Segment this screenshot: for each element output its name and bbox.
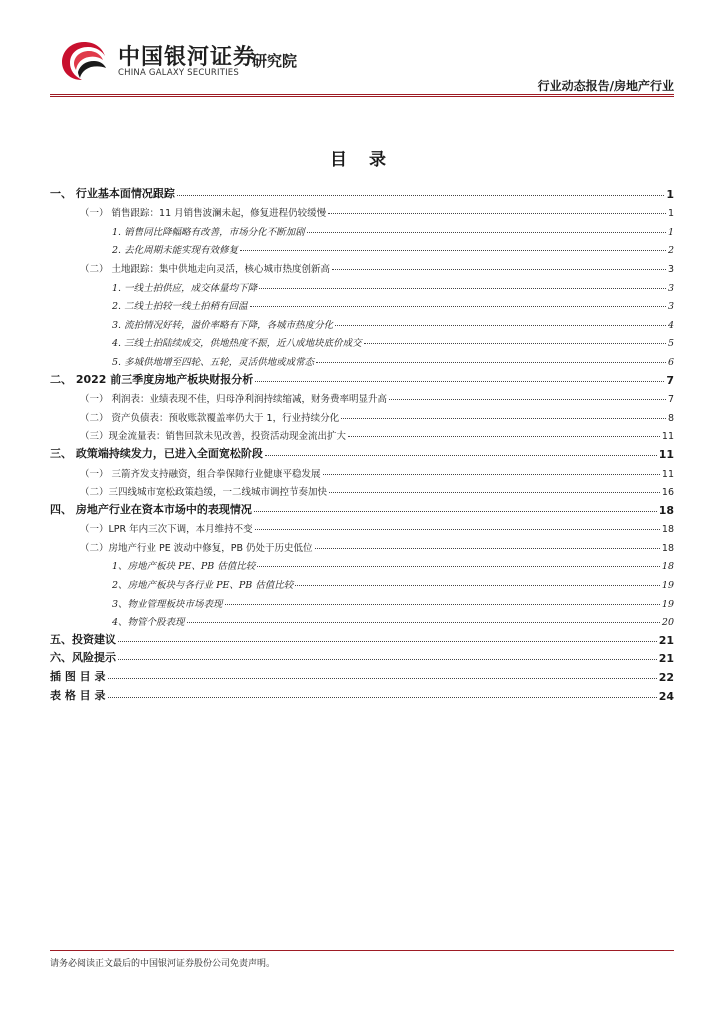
- toc-entry-page: 3: [667, 282, 674, 294]
- toc-dot-leader: [255, 381, 664, 382]
- toc-entry-label: （二）三四线城市宽松政策趋缓，一二线城市调控节奏加快: [80, 487, 328, 499]
- toc-entry-label: 1. 销售同比降幅略有改善，市场分化不断加剧: [112, 226, 305, 238]
- toc-entry[interactable]: [50, 535, 674, 554]
- toc-entry-page: 18: [658, 503, 674, 517]
- toc-dot-leader: [295, 585, 660, 586]
- toc-entry-page: 1: [667, 208, 674, 220]
- page-header: [0, 0, 724, 100]
- toc-dot-leader: [315, 548, 660, 549]
- toc-dot-leader: [316, 362, 666, 363]
- toc-entry[interactable]: [50, 684, 674, 703]
- toc-entry-page: 3: [667, 301, 674, 313]
- toc-entry[interactable]: [50, 442, 674, 461]
- toc-entry-page: 1: [667, 226, 674, 238]
- toc-entry-page: 5: [667, 338, 674, 350]
- toc-entry[interactable]: [50, 628, 674, 647]
- toc-entry-label: （一） 利润表：业绩表现不佳，归母净利润持续缩减，财务费率明显升高: [80, 394, 388, 406]
- table-of-contents: [50, 182, 674, 703]
- toc-dot-leader: [364, 343, 666, 344]
- brand-name-en: CHINA GALAXY SECURITIES: [118, 68, 239, 78]
- toc-entry-page: 11: [658, 447, 674, 461]
- toc-entry[interactable]: [50, 201, 674, 220]
- toc-dot-leader: [240, 250, 666, 251]
- toc-dot-leader: [335, 325, 666, 326]
- toc-entry[interactable]: [50, 387, 674, 406]
- toc-dot-leader: [257, 566, 660, 567]
- toc-entry-page: 16: [661, 487, 674, 499]
- toc-dot-leader: [118, 641, 657, 642]
- toc-entry-page: 11: [661, 468, 674, 480]
- toc-dot-leader: [255, 529, 660, 530]
- toc-entry-label: 3、物业管理板块市场表现: [112, 598, 223, 610]
- department-label: 研究院: [252, 52, 298, 70]
- toc-entry-page: 24: [658, 689, 674, 703]
- toc-entry-label: 二、 2022 前三季度房地产板块财报分析: [50, 372, 254, 386]
- toc-entry-page: 7: [667, 394, 674, 406]
- toc-entry[interactable]: [50, 647, 674, 666]
- footer-divider: [50, 950, 674, 951]
- toc-entry[interactable]: [50, 238, 674, 257]
- toc-entry-label: 五、投资建议: [50, 632, 116, 646]
- toc-entry[interactable]: [50, 665, 674, 684]
- toc-entry[interactable]: [50, 275, 674, 294]
- toc-entry-label: 5. 多城供地增至四轮、五轮，灵活供地或成常态: [112, 356, 315, 368]
- toc-entry[interactable]: [50, 331, 674, 350]
- toc-entry-page: 21: [658, 633, 674, 647]
- toc-dot-leader: [108, 697, 657, 698]
- toc-entry[interactable]: [50, 219, 674, 238]
- toc-dot-leader: [254, 511, 657, 512]
- toc-entry[interactable]: [50, 554, 674, 573]
- toc-entry-label: 一、 行业基本面情况跟踪: [50, 186, 175, 200]
- toc-entry-label: 插 图 目 录: [50, 670, 106, 684]
- toc-entry-label: 三、 政策端持续发力，已进入全面宽松阶段: [50, 446, 263, 460]
- toc-entry[interactable]: [50, 312, 674, 331]
- toc-dot-leader: [307, 232, 666, 233]
- toc-dot-leader: [389, 399, 666, 400]
- toc-entry-page: 1: [666, 187, 674, 201]
- toc-dot-leader: [329, 492, 660, 493]
- toc-entry-label: 3. 流拍情况好转，溢价率略有下降，各城市热度分化: [112, 319, 334, 331]
- toc-entry-label: 2. 二线土拍较一线土拍稍有回温: [112, 301, 248, 313]
- toc-dot-leader: [332, 269, 666, 270]
- header-divider: [50, 94, 674, 95]
- toc-entry-page: 8: [667, 412, 674, 424]
- toc-dot-leader: [341, 418, 666, 419]
- toc-entry-label: （三）现金流量表：销售回款未见改善，投资活动现金流出扩大: [80, 431, 347, 443]
- toc-entry[interactable]: [50, 405, 674, 424]
- brand-name-cn: 中国银河证券: [118, 45, 257, 70]
- toc-dot-leader: [108, 678, 657, 679]
- galaxy-logo-icon: [58, 38, 110, 84]
- toc-entry-label: （一） 三箭齐发支持融资，组合拳保障行业健康平稳发展: [80, 468, 321, 480]
- toc-entry-page: 21: [658, 652, 674, 666]
- header-divider-secondary: [50, 96, 674, 97]
- toc-entry[interactable]: [50, 349, 674, 368]
- toc-entry-label: 表 格 目 录: [50, 688, 106, 702]
- toc-entry-page: 7: [666, 373, 674, 387]
- toc-dot-leader: [118, 659, 657, 660]
- toc-dot-leader: [225, 604, 660, 605]
- toc-entry[interactable]: [50, 498, 674, 517]
- toc-dot-leader: [328, 213, 666, 214]
- toc-entry[interactable]: [50, 610, 674, 629]
- toc-entry[interactable]: [50, 368, 674, 387]
- toc-entry-label: 4、物管个股表现: [112, 617, 185, 629]
- toc-dot-leader: [250, 306, 666, 307]
- toc-entry[interactable]: [50, 256, 674, 275]
- toc-dot-leader: [348, 436, 660, 437]
- toc-entry-page: 18: [661, 542, 674, 554]
- toc-entry-page: 19: [661, 598, 674, 610]
- toc-entry[interactable]: [50, 480, 674, 499]
- toc-entry-page: 20: [661, 617, 674, 629]
- report-type: 行业动态报告/房地产行业: [537, 79, 674, 93]
- toc-entry-page: 19: [661, 580, 674, 592]
- toc-entry[interactable]: [50, 591, 674, 610]
- toc-title: 目 录: [330, 150, 394, 170]
- toc-entry[interactable]: [50, 294, 674, 313]
- toc-dot-leader: [187, 622, 660, 623]
- toc-entry[interactable]: [50, 182, 674, 201]
- toc-entry[interactable]: [50, 424, 674, 443]
- toc-entry-label: 4. 三线土拍陆续成交，供地热度不振，近八成地块底价成交: [112, 338, 362, 350]
- toc-entry-label: 六、风险提示: [50, 651, 116, 665]
- toc-entry-label: （二）房地产行业 PE 波动中修复，PB 仍处于历史低位: [80, 542, 313, 554]
- toc-entry-label: （一）LPR 年内三次下调，本月维持不变: [80, 524, 253, 536]
- toc-entry-label: 1、房地产板块 PE、PB 估值比较: [112, 561, 256, 573]
- toc-entry-page: 2: [667, 245, 674, 257]
- toc-entry-label: 1. 一线土拍供应，成交体量均下降: [112, 282, 258, 294]
- toc-entry[interactable]: [50, 572, 674, 591]
- toc-entry-label: （一） 销售跟踪：11 月销售波澜未起，修复进程仍较缓慢: [80, 208, 327, 220]
- toc-entry-page: 11: [661, 431, 674, 443]
- toc-entry-label: 四、 房地产行业在资本市场中的表现情况: [50, 502, 252, 516]
- toc-entry-label: （二） 土地跟踪：集中供地走向灵活，核心城市热度创新高: [80, 263, 331, 275]
- toc-entry-page: 18: [661, 524, 674, 536]
- toc-entry[interactable]: [50, 461, 674, 480]
- toc-entry-page: 22: [658, 671, 674, 685]
- toc-entry-page: 3: [667, 263, 674, 275]
- toc-entry-label: 2. 去化周期未能实现有效修复: [112, 245, 239, 257]
- toc-dot-leader: [259, 288, 666, 289]
- toc-entry-label: （二） 资产负债表：预收账款覆盖率仍大于 1，行业持续分化: [80, 412, 340, 424]
- toc-entry[interactable]: [50, 517, 674, 536]
- toc-entry-page: 18: [661, 561, 674, 573]
- toc-entry-page: 4: [667, 319, 674, 331]
- toc-entry-page: 6: [667, 356, 674, 368]
- footer-disclaimer: 请务必阅读正文最后的中国银河证券股份公司免责声明。: [50, 959, 276, 969]
- toc-dot-leader: [323, 474, 660, 475]
- toc-dot-leader: [177, 195, 665, 196]
- toc-entry-label: 2、房地产板块与各行业 PE、PB 估值比较: [112, 580, 294, 592]
- toc-dot-leader: [265, 455, 657, 456]
